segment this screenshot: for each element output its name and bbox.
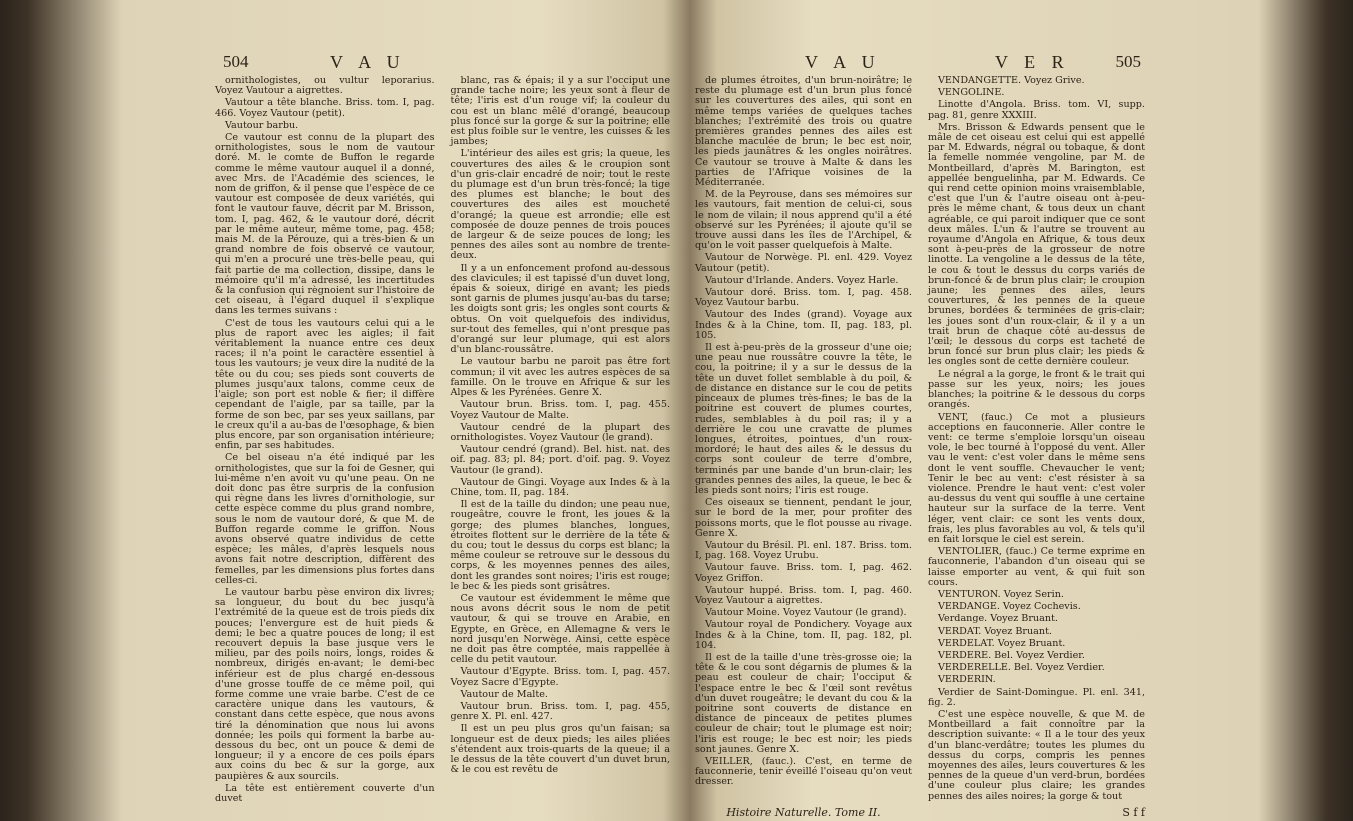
text-paragraph: Vautour d'Egypte. Briss. tom. I, pag. 457. Voyez Sacre d'Egypte.: [450, 666, 670, 688]
text-paragraph: blanc, ras & épais; il y a sur l'occiput une grande tache noire; les yeux sont à fleur de tête; l'iris est d'un rouge vif; la couleur du cou est un blanc mêlé d'orangé, beaucoup plus foncé sur la gorge & sur la poitrine; elle est plus foible sur le ventre, les cuisses & les jambes;: [450, 75, 670, 148]
left-column-1: [215, 75, 435, 805]
text-paragraph: Il y a un enfoncement profond au-dessous des clavicules; il est tapissé d'un duvet long, épais & soieux, dirigé en avant; les pieds sont garnis de plumes jusqu'au-bas du tarse; les doigts sont gris; les ongles sont courts & obtus. On voit quelquefois des individus, sur-tout des femelles, qui n'ont presque pas d'orangé sur leur plumage, qui est alors d'un blanc-roussâtre.: [450, 262, 670, 356]
text-paragraph: Il est de la taille du dindon; une peau nue, rougeâtre, couvre le front, les joues & la gorge; des plumes blanches, longues, étroites flottent sur le derrière de la tête & du cou; tout le dessus du corps est blanc; la même couleur se retrouve sur le dessous du corps, & les moyennes pennes des ailes, dont les grandes sont noires; l'iris est rouge; le bec & les pieds sont grisâtres.: [450, 499, 670, 592]
right-page: [695, 30, 1145, 819]
text-paragraph: Vautour du Brésil. Pl. enl. 187. Briss. tom. I, pag. 168. Voyez Urubu.: [695, 539, 912, 562]
text-paragraph: Le vautour barbu pèse environ dix livres; sa longueur, du bout du bec jusqu'à l'extrémité de la queue est de trois pieds dix pouces; l'envergure est de huit pieds & demi; le bec a quatre pouces de long; il est recouvert depuis la base jusque vers le milieu, par des poils noirs, longs, roides & nombreux, dirigés en-avant; le demi-bec inférieur est de plus chargé en-dessous d'une grosse touffe de ce même poil, qui forme comme une vraie barbe. C'est de ce caractère unique dans les vautours, & constant dans cette espèce, que nous avons tiré la dénomination que nous lui avons donnée; les poils qui forment la barbe au-dessous du bec, ont un pouce & demi de longueur; il y a encore de ces poils épars aux coins du bec & sur la gorge, aux paupières & aux sourcils.: [215, 586, 435, 782]
text-paragraph: M. de la Peyrouse, dans ses mémoires sur les vautours, fait mention de celui-ci, sous le nom de vilain; il nous apprend qu'il a été observé sur les Pyrénées; il ajoute qu'il se trouve aussi dans les îles de l'Archipel, & qu'on le voit passer quelquefois à Malte.: [695, 189, 912, 252]
right-page-number: 505: [1115, 52, 1141, 71]
text-paragraph: Ce vautour est connu de la plupart des ornithologistes, sous le nom de vautour doré. M. le comte de Buffon le regarde comme le même vautour auquel il a donné, avec Mrs. de l'Académie des sciences, le nom de griffon, & il pense que l'espèce de ce vautour est composée de deux variétés, qui font le vautour fauve, décrit par M. Brisson, tom. I, pag. 462, & le vautour doré, décrit par le même auteur, même tome, pag. 458; mais M. de la Pérouze, qui a très-bien & un grand nombre de fois observé ce vautour, qui m'en a procuré une très-belle peau, qui fait partie de ma collection, dissipe, dans le mémoire qu'il m'a adressé, les incertitudes & la confusion qui règnoient sur l'histoire de cet oiseau, à l'égard duquel il s'explique dans les termes suivans :: [215, 132, 435, 317]
text-paragraph: VENDANGETTE. Voyez Grive.: [938, 75, 1085, 86]
text-paragraph: VERDELAT. Voyez Bruant.: [938, 637, 1066, 649]
text-paragraph: Verdange. Voyez Bruant.: [938, 613, 1058, 625]
text-paragraph: Vautour royal de Pondichery. Voyage aux Indes & à la Chine, tom. II, pag. 182, pl. 104.: [695, 619, 912, 651]
text-paragraph: Vautour des Indes (grand). Voyage aux Indes & à la Chine, tom. II, pag. 183, pl. 105.: [695, 309, 912, 341]
right-page-header: [695, 30, 1145, 76]
text-paragraph: C'est de tous les vautours celui qui a le plus de raport avec les aigles; il fait véritablement la nuance entre ces deux races; il n'a point le caractère essentiel à tous les vautours; je veux dire la nudité de la tête ou du cou; ses pieds sont couverts de plumes jusqu'aux talons, comme ceux de l'aigle; son port est noble & fier; il diffère cependant de l'aigle, par sa taille, par la forme de son bec, par ses yeux saillans, par le creux qu'il a au-bas de l'œsophage, & bien plus encore, par son organisation intérieure; enfin, par ses habitudes.: [215, 317, 435, 452]
text-paragraph: Vautour fauve. Briss. tom. I, pag. 462. Voyez Griffon.: [695, 562, 912, 584]
text-paragraph: Mrs. Brisson & Edwards pensent que le mâle de cet oiseau est celui qui est appellé par M. Edwards, négral ou tobaque, & dont la femelle nommée vengoline, par M. de Montbeillard, d'après M. Barington, est appellée benguelinha, par M. Edwards. Ce qui rend cette opinion moins vraisemblable, c'est que l'un & l'autre oiseau ont à-peu-près le même chant, & tous deux un chant agréable, ce qui paroit indiquer que ce sont deux mâles. L'un & l'autre se trouvent au royaume d'Angola en Afrique, & tous deux sont à-peu-près de la grosseur de notre linotte. La vengoline a le dessus de la tête, le cou & tout le dessus du corps variés de brun-foncé & de brun plus clair; le croupion jaune; les pennes des ailes, leurs couvertures, & les pennes de la queue brunes, bordées & terminées de gris-clair; les joues sont d'un roux-clair, & il y a un trait brun de chaque côté au-dessus de l'œil; le dessous du corps est tacheté de brun foncé sur brun plus clair; les pieds & les ongles sont de cette dernière couleur.: [928, 121, 1145, 368]
text-paragraph: Le vautour barbu ne paroit pas être fort commun; il vit avec les autres espèces de sa famille. On le trouve en Afrique & sur les Alpes & les Pyrénées. Genre X.: [450, 356, 670, 399]
right-column-1: [695, 76, 912, 804]
text-paragraph: Il est un peu plus gros qu'un faisan; sa longueur est de deux pieds; les ailes pliées s'étendent aux trois-quarts de la queue; il a le dessus de la tête couvert d'un duvet brun, & le cou est revêtu de: [450, 723, 670, 776]
text-paragraph: Ces oiseaux se tiennent, pendant le jour, sur le bord de la mer, pour profiter des poissons morts, que le flot pousse au rivage. Genre X.: [695, 497, 912, 539]
text-paragraph: Verdier de Saint-Domingue. Pl. enl. 341, fig. 2.: [928, 686, 1145, 708]
text-paragraph: Il est de la taille d'une très-grosse oie; la tête & le cou sont dégarnis de plumes & la peau est couleur de chair; l'occiput & l'espace entre le bec & l'œil sont revêtus d'un duvet rougeâtre; le devant du cou & la poitrine sont couverts de distance en distance de pinceaux de petites plumes couleur de chair; tout le plumage est noir; l'iris est rouge; le bec est noir; les pieds sont jaunes. Genre X.: [695, 651, 912, 755]
text-paragraph: Linotte d'Angola. Briss. tom. VI, supp. pag. 81, genre XXXIII.: [928, 99, 1145, 121]
text-paragraph: VERDANGE. Voyez Cochevis.: [938, 601, 1081, 613]
text-paragraph: La tête est entièrement couverte d'un duvet: [215, 782, 435, 805]
text-paragraph: VENTOLIER, (fauc.) Ce terme exprime en fauconnerie, l'abandon d'un oiseau qui se laisse emporter au vent, & qui fuit son cours.: [928, 546, 1145, 588]
text-paragraph: VERDERE. Bel. Voyez Verdier.: [938, 649, 1085, 661]
left-page: [215, 30, 670, 805]
text-paragraph: C'est une espèce nouvelle, & que M. de Montbeillard a fait connoître par la description suivante: « Il a le tour des yeux d'un blanc-verdâtre; toutes les plumes du dessus du corps, compris les pennes moyennes des ailes, leurs couvertures & les pennes de la queue d'un verd-brun, bordées d'une couleur plus claire; les grandes pennes des ailes noires; la gorge & tout: [928, 708, 1145, 802]
text-paragraph: Ce vautour est évidemment le même que nous avons décrit sous le nom de petit vautour, & qui se trouve en Arabie, en Egypte, en Grèce, en Allemagne & vers le nord jusqu'en Norwège. Ainsi, cette espèce ne doit pas être comptée, mais rappellée à celle du petit vautour.: [450, 592, 670, 666]
text-paragraph: ornithologistes, ou vultur leporarius. Voyez Vautour a aigrettes.: [215, 75, 435, 97]
text-paragraph: Vautour d'Irlande. Anders. Voyez Harle.: [705, 274, 899, 286]
right-column-2: [928, 76, 1145, 804]
text-paragraph: Vautour a tête blanche. Briss. tom. I, pag. 466. Voyez Vautour (petit).: [215, 97, 435, 119]
text-paragraph: Vautour brun. Briss. tom. I, pag. 455. Voyez Vautour de Malte.: [450, 399, 670, 421]
left-page-number: 504: [223, 52, 249, 71]
right-running-head-left: V A U: [805, 52, 881, 72]
left-page-header: [215, 30, 670, 76]
text-paragraph: VENTURON. Voyez Serin.: [938, 588, 1064, 600]
text-paragraph: L'intérieur des ailes est gris; la queue, les couvertures des ailes & le croupion sont d'un gris-clair encadré de noir; tout le reste du plumage est d'un brun très-foncé; la tige des plumes est blanche; le bout des couvertures des ailes est moucheté d'orangé; la queue est arrondie; elle est composée de douze pennes de trois pouces de largeur & de seize pouces de long; les pennes des ailes sont au nombre de trente-deux.: [450, 148, 670, 262]
text-paragraph: Le négral a la gorge, le front & le trait qui passe sur les yeux, noirs; les joues blanches; la poitrine & le dessous du corps orangés.: [928, 368, 1145, 411]
right-running-head-right: V E R: [995, 52, 1070, 72]
text-paragraph: Vautour brun. Briss. tom. I, pag. 455, genre X. Pl. enl. 427.: [450, 700, 670, 723]
text-paragraph: VERDERIN.: [938, 674, 996, 686]
text-paragraph: Vautour huppé. Briss. tom. I, pag. 460. Voyez Vautour a aigrettes.: [695, 584, 912, 606]
text-paragraph: Vautour de Gingi. Voyage aux Indes & à la Chine, tom. II, pag. 184.: [450, 476, 670, 498]
text-paragraph: VENT, (fauc.) Ce mot a plusieurs acceptions en fauconnerie. Aller contre le vent: ce terme s'emploie lorsqu'un oiseau vole, le bec tourné à l'opposé du vent. Aller vau le vent: c'est voler dans le même sens dont le vent souffle. Chevaucher le vent; Tenir le bec au vent: c'est résister à sa violence. Prendre le haut vent: c'est voler au-dessus du vent qui souffle à une certaine hauteur sur la surface de la terre. Vent léger, vent clair: ce sont les vents doux, frais, les plus favorables au vol, & tels qu'il en fait lorsque le ciel est serein.: [928, 411, 1145, 545]
text-paragraph: VENGOLINE.: [938, 87, 1005, 99]
text-paragraph: VEILLER, (fauc.). C'est, en terme de fauconnerie, tenir éveillé l'oiseau qu'on veut dresser.: [695, 756, 912, 788]
text-paragraph: VERDERELLE. Bel. Voyez Verdier.: [938, 662, 1105, 674]
text-paragraph: Vautour de Malte.: [460, 688, 548, 700]
text-paragraph: Vautour cendré (grand). Bel. hist. nat. des oif. pag. 83; pl. 84; port. d'oif. pag. 9. Voyez Vautour (le grand).: [450, 444, 670, 476]
left-column-2: [450, 75, 671, 776]
text-paragraph: Vautour barbu.: [225, 119, 299, 131]
text-paragraph: Vautour cendré de la plupart des ornithologistes. Voyez Vautour (le grand).: [450, 421, 670, 443]
text-paragraph: VERDAT. Voyez Bruant.: [938, 625, 1052, 637]
text-paragraph: de plumes étroites, d'un brun-noirâtre; le reste du plumage est d'un brun plus foncé sur les couvertures des ailes, qui sont en même temps variées de quelques taches blanches; l'extrémité des trois ou quatre premières grandes pennes des ailes est blanche maculée de brun; le bec est noir, les pieds jaunâtres & les ongles noirâtres. Ce vautour se trouve à Malte & dans les parties de l'Afrique voisines de la Méditerranée.: [695, 75, 912, 189]
signature-mark: S f f: [1122, 805, 1145, 819]
volume-footer: Histoire Naturelle. Tome II.: [726, 805, 881, 819]
text-paragraph: Il est à-peu-près de la grosseur d'une oie; une peau nue roussâtre couvre la tête, le cou, la poitrine; il y a sur le dessus de la tête un duvet follet semblable à du poil, & de distance en distance sur le cou de petits pinceaux de plumes très-fines; le bas de la poitrine est couvert de plumes courtes, rudes, semblables à du poil ras; il y a derrière le cou une cravatte de plumes longues, étroites, pointues, d'un roux-mordoré; le haut des ailes & le dessus du corps sont couleur de terre d'ombre, terminés par une bande d'un brun-clair; les grandes pennes des ailes, la queue, le bec & les pieds sont noirs; l'iris est rouge.: [695, 342, 912, 496]
left-running-head: V A U: [330, 52, 406, 72]
text-paragraph: Vautour doré. Briss. tom. I, pag. 458. Voyez Vautour barbu.: [695, 287, 912, 309]
text-paragraph: Vautour Moine. Voyez Vautour (le grand).: [705, 607, 907, 619]
text-paragraph: Ce bel oiseau n'a été indiqué par les ornithologistes, que sur la foi de Gesner, qui lui-même n'en avoit vu qu'une peau. On ne doit donc pas être surpris de la confusion qui règne dans les livres d'ornithologie, sur cette espèce comme du plus grand nombre, sous le nom de vautour doré, & que M. de Buffon regarde comme le griffon. Nous avons observé quatre individus de cette espèce; les mâles, d'après lesquels nous avons fait notre description, diffèrent des femelles, par les dimensions plus fortes dans celles-ci.: [215, 452, 435, 586]
text-paragraph: Vautour de Norwège. Pl. enl. 429. Voyez Vautour (petit).: [695, 252, 912, 274]
